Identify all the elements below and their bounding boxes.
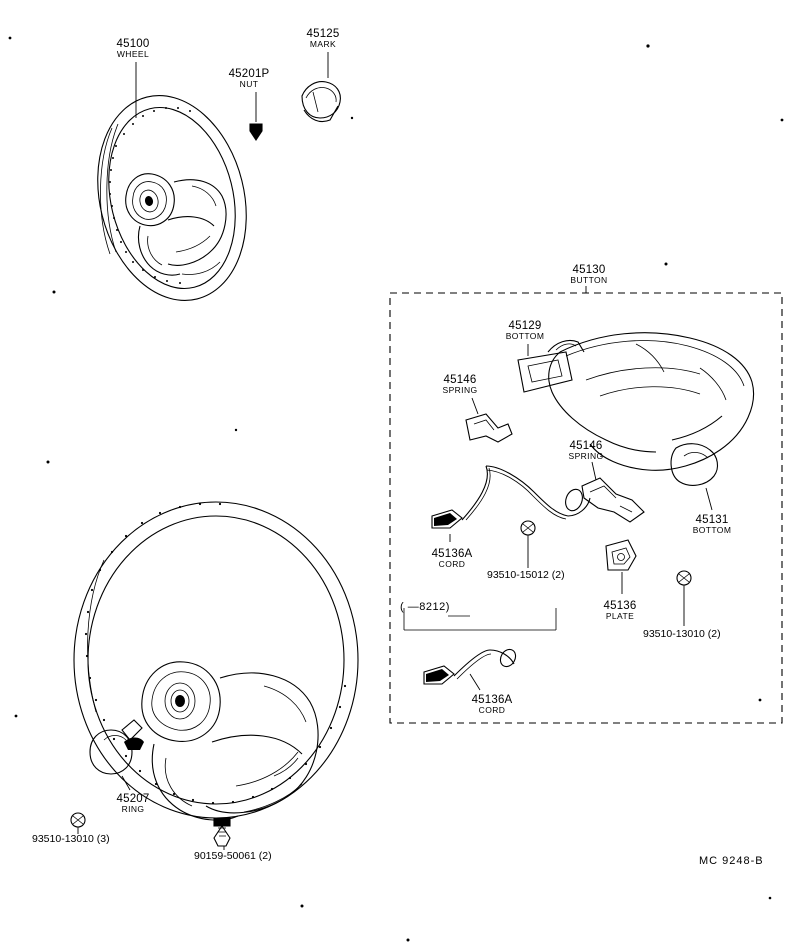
variant-group-8212 <box>404 608 556 690</box>
label-45100 <box>117 38 150 59</box>
label-45136a-upper-sub: CORD <box>438 559 466 570</box>
label-45146-left-sub: SPRING <box>442 385 478 396</box>
label-45146-left <box>443 374 478 395</box>
label-45146-left-number: 45146 <box>443 374 477 386</box>
nut-45201p <box>250 92 262 140</box>
part-code-93510-15012: 93510-15012 (2) <box>487 569 565 581</box>
label-45201p-number: 45201P <box>228 68 270 80</box>
label-45125-number: 45125 <box>306 28 340 40</box>
diagram-footer-code: MC 9248-B <box>699 855 764 867</box>
label-45136-number: 45136 <box>603 600 637 612</box>
label-45131-number: 45131 <box>695 514 729 526</box>
label-45136a-upper <box>432 548 473 569</box>
plate-45136 <box>606 540 636 594</box>
label-45129 <box>506 320 545 341</box>
horn-button-45131 <box>549 333 754 510</box>
horn-mark-45125 <box>302 52 340 122</box>
part-code-90159-50061: 90159-50061 (2) <box>194 850 272 862</box>
label-45129-number: 45129 <box>508 320 542 332</box>
screw-93510-15012 <box>521 521 535 568</box>
label-45131 <box>693 514 732 535</box>
label-45136a-lower <box>472 694 513 715</box>
label-45125-sub: MARK <box>309 39 337 50</box>
group-note-8212: ( —8212) <box>400 601 450 613</box>
steering-wheel-upper <box>77 62 267 316</box>
label-45136a-upper-number: 45136A <box>431 548 473 560</box>
label-45146-right <box>569 440 604 461</box>
cord-45136a-upper <box>432 466 590 542</box>
label-45136 <box>604 600 637 621</box>
label-45136-sub: PLATE <box>605 611 635 622</box>
spring-45146-right <box>582 462 644 522</box>
horn-ring-45207 <box>71 720 230 850</box>
button-assembly-dashed-box <box>390 293 782 723</box>
label-45146-right-number: 45146 <box>569 440 603 452</box>
label-45129-sub: BOTTOM <box>505 331 545 342</box>
label-45207-sub: RING <box>121 804 145 815</box>
label-45136a-lower-sub: CORD <box>478 705 506 716</box>
label-45146-right-sub: SPRING <box>568 451 604 462</box>
bottom-clip-45129 <box>518 340 584 392</box>
label-45136a-lower-number: 45136A <box>471 694 513 706</box>
label-45207-number: 45207 <box>116 793 150 805</box>
label-45131-sub: BOTTOM <box>692 525 732 536</box>
label-45130 <box>570 264 607 285</box>
label-45100-number: 45100 <box>116 38 150 50</box>
label-45100-sub: WHEEL <box>116 49 150 60</box>
steering-wheel-lower <box>74 502 358 820</box>
part-code-93510-13010-two: 93510-13010 (2) <box>643 628 721 640</box>
label-45130-number: 45130 <box>572 264 606 276</box>
label-45207 <box>117 793 150 814</box>
label-45125 <box>307 28 340 49</box>
label-45130-sub: BUTTON <box>570 275 608 286</box>
screw-93510-13010-two <box>677 571 691 626</box>
label-45201p-sub: NUT <box>239 79 259 90</box>
spring-45146-left <box>466 398 512 442</box>
label-45201p <box>229 68 270 89</box>
part-code-93510-13010-three: 93510-13010 (3) <box>32 833 110 845</box>
